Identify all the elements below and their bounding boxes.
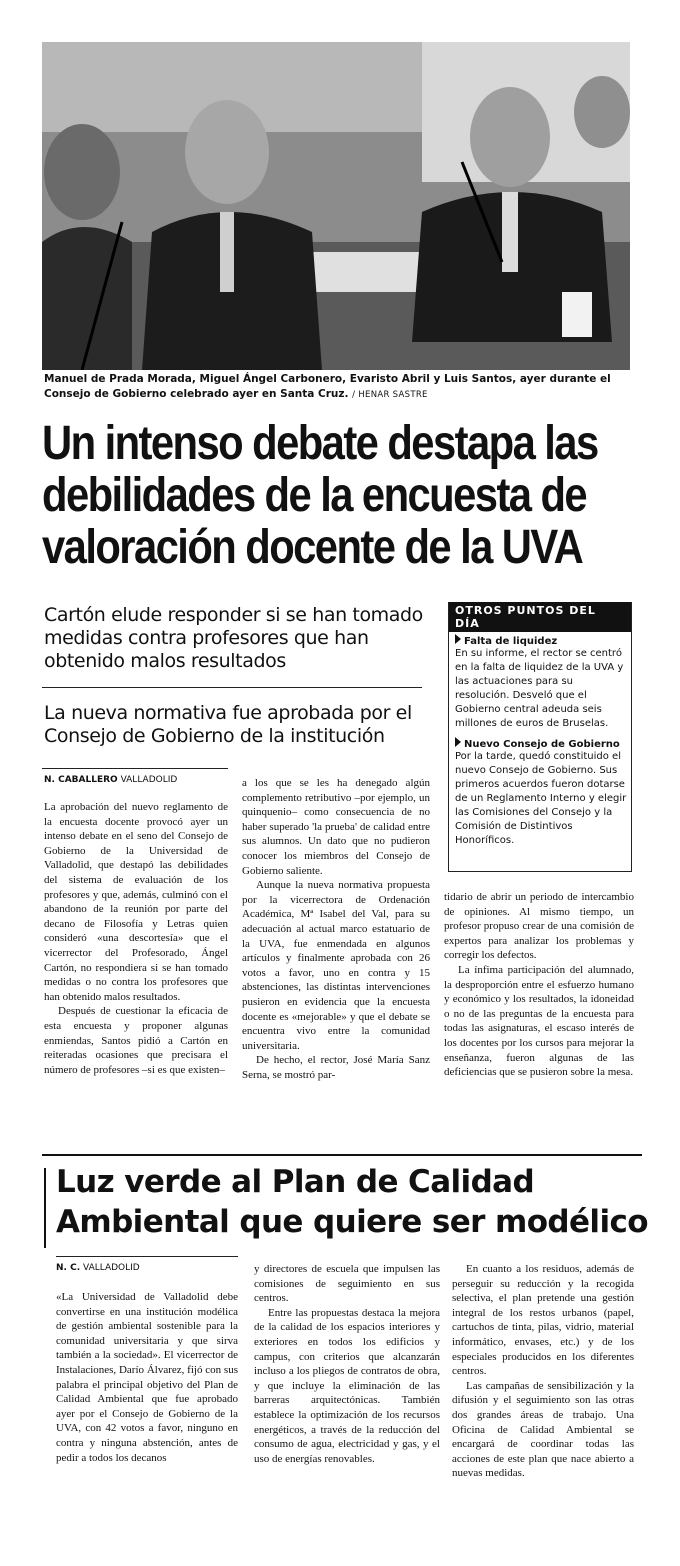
article-column-1: [44, 800, 228, 1077]
triangle-bullet-icon: [455, 737, 461, 747]
paragraph: En cuanto a los residuos, además de perseguir su reducción y la recogida selectiva, el plan pretende una gestión integral de los restos urbanos (papel, cartuchos de tinta, pilas, vidrio, material informático, envases, etc.) y de los especiales producidos en los diferentes centros.: [452, 1263, 634, 1378]
paragraph: Después de cuestionar la eficacia de esta encuesta y proponer algunas enmiendas, Santos pidió a Cartón en reiteradas ocasiones que precisara el número de profesores –si es que existen–: [44, 1005, 228, 1076]
paragraph: a los que se les ha denegado algún complemento retributivo –por ejemplo, un quinquenio– como consecuencia de no haber superado 'la prueba' de calidad entre sus alumnos. Un dato que no pudieron conocer los miembros del Consejo de Gobierno saliente.: [242, 777, 430, 877]
photo-caption: [44, 372, 634, 403]
subhead-divider: [42, 687, 422, 688]
paragraph: y directores de escuela que impulsen las comisiones de seguimiento en sus centros.: [254, 1263, 440, 1305]
article2-column-3: [452, 1262, 634, 1481]
paragraph: De hecho, el rector, José María Sanz Serna, se mostró par-: [242, 1054, 430, 1081]
byline-place: VALLADOLID: [120, 775, 178, 785]
sidebar-title: OTROS PUNTOS DEL DÍA: [449, 602, 631, 632]
paragraph: La aprobación del nuevo reglamento de la encuesta docente provocó ayer un intenso debate en el seno del Consejo de Gobierno de la Universidad de Valladolid, que destapó las debilidades del sistema de evaluación de los profesores y que, además, culminó con el abandono de la reunión por parte del decano de Filosofía y Letras quien consideró «una descortesía» que el vicerrector del Profesorado, Ángel Cartón, no respondiera si se han tomado medidas o no contra los profesores que han obtenido malos resultados.: [44, 801, 228, 1003]
article-subhead-1: Cartón elude responder si se han tomado medidas contra profesores que han obtenido malos resultados: [44, 604, 423, 672]
headline-accent-bar: [44, 1168, 46, 1248]
paragraph: Entre las propuestas destaca la mejora de la calidad de los espacios interiores y exteriores en todos los edificios y campus, con criterios que alcanzarán incluso a los pliegos de contratos de obra, y que incluye la eliminación de las barreras arquitectónicas. También establece la optimización de los recursos energéticos, a través de la reducción del consumo de agua, electricidad y gas, y el uso de energías renovables.: [254, 1306, 440, 1465]
caption-text: Manuel de Prada Morada, Miguel Ángel Carbonero, Evaristo Abril y Luis Santos, ayer durante el Consejo de Gobierno celebrado ayer en Santa Cruz.: [44, 373, 611, 400]
sidebar-item-head: Nuevo Consejo de Gobierno: [464, 739, 620, 750]
section-divider: [42, 1154, 642, 1156]
sidebar-item: [449, 735, 631, 852]
byline-rule: [56, 1256, 238, 1257]
sidebar-box: [448, 602, 632, 872]
article-byline: [44, 775, 177, 785]
article-column-3: [444, 890, 634, 1080]
byline-place: VALLADOLID: [82, 1263, 140, 1273]
article2-headline: Luz verde al Plan de Calidad Ambiental que quiere ser modélico: [56, 1164, 648, 1240]
triangle-bullet-icon: [455, 634, 461, 644]
sidebar-item-text: En su informe, el rector se centró en la falta de liquidez de la UVA y las actuaciones para su resolución. Desveló que el Gobierno central adeuda seis millones de euros de Bruselas.: [455, 648, 624, 729]
article-column-2: [242, 776, 430, 1082]
photo-credit: / HENAR SASTRE: [352, 390, 428, 400]
paragraph: Las campañas de sensibilización y la difusión y el seguimiento son las otras dos grandes áreas de trabajo. Una Oficina de Calidad Ambiental se encargará de coordinar todas las acciones de este plan que nace abierto a nuevas medidas.: [452, 1379, 634, 1480]
byline-rule: [42, 768, 228, 769]
paragraph: «La Universidad de Valladolid debe convertirse en una institución modélica de gestión ambiental sostenible para la comunidad universitaria y que sirva también a la sociedad». El vicerrector de Instalaciones, Darío Álvarez, fijó con sus palabra el principal objetivo del Plan de Calidad Ambiental que fue aprobado ayer por el Consejo de Gobierno de la UVA, con 42 votos a favor, ninguno en contra y ninguna abstención, antes de pedir a todos los decanos: [56, 1291, 238, 1464]
article-subhead-2: La nueva normativa fue aprobada por el Consejo de Gobierno de la institución: [44, 702, 412, 747]
sidebar-item: [449, 632, 631, 735]
article-headline: Un intenso debate destapa las debilidades de la encuesta de valoración docente de la UVA: [42, 417, 598, 574]
news-photo: [42, 42, 630, 370]
paragraph: Aunque la nueva normativa propuesta por la vicerrectora de Ordenación Académica, Mª Isabel del Val, para su adecuación al actual marco estatuario de la UVA, fue enmendada en algunos artículos y finalmente aprobada con 26 votos a favor, uno en contra y 15 abstenciones, las distintas intervenciones pusieron en evidencia que la encuesta docente es «mejorable» y que el debate se encuentra vivo entre la comunidad universitaria.: [242, 879, 430, 1052]
byline-author: N. CABALLERO: [44, 775, 118, 785]
article2-byline: [56, 1263, 140, 1273]
article2-column-1: [56, 1290, 238, 1465]
article2-column-2: [254, 1262, 440, 1466]
paragraph: La ínfima participación del alumnado, la desproporción entre el esfuerzo humano y económico y los resultados, la idoneidad o no de las preguntas de la encuesta para todas las asignaturas, el escaso interés de los docentes por los cursos para mejorar la enseñanza, fueron algunas de las deficiencias que se pusieron sobre la mesa.: [444, 963, 634, 1079]
sidebar-item-head: Falta de liquidez: [464, 636, 558, 647]
paragraph: tidario de abrir un periodo de intercambio de opiniones. Al mismo tiempo, un profesor propuso crear de una comisión de expertos para analizar los problemas y corregir los defectos.: [444, 891, 634, 962]
byline-author: N. C.: [56, 1263, 81, 1273]
sidebar-item-text: Por la tarde, quedó constituido el nuevo Consejo de Gobierno. Sus primeros acuerdos fueron dotarse de un Reglamento Interno y elegir las Comisiones del Consejo y la Comisión de Distintivos Honoríficos.: [455, 751, 627, 846]
